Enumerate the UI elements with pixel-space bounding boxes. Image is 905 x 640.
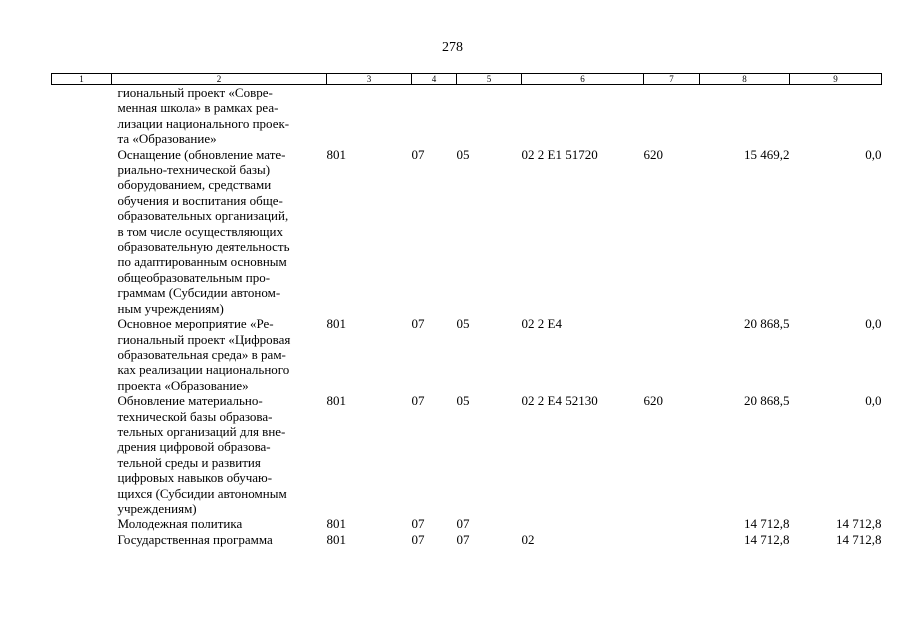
cell-target-article: 02 2 E4 52130 bbox=[521, 393, 598, 409]
name-line: Государственная программа bbox=[117, 531, 273, 547]
name-line: лизации национального проек- bbox=[117, 115, 290, 131]
table-row bbox=[52, 516, 882, 531]
name-line: по адаптированным основным bbox=[117, 254, 287, 270]
cell-target-article: 02 2 E1 51720 bbox=[521, 146, 598, 162]
name-line: дрения цифровой образова- bbox=[117, 439, 271, 455]
cell-subsection bbox=[457, 85, 522, 147]
cell-ministry-code: 801 bbox=[326, 393, 346, 409]
table-row bbox=[52, 316, 882, 393]
cell-name bbox=[112, 393, 327, 516]
cell-ministry-code: 801 bbox=[326, 516, 346, 532]
cell-amount-1: 15 469,2 bbox=[744, 146, 790, 162]
cell-amount-1: 14 712,8 bbox=[744, 516, 790, 532]
cell-target-article bbox=[522, 516, 644, 531]
cell-amount-2: 14 712,8 bbox=[836, 516, 882, 532]
cell-amount-1 bbox=[700, 85, 790, 147]
cell-name bbox=[112, 316, 327, 393]
cell-target-article: 02 bbox=[521, 531, 535, 547]
cell-name bbox=[112, 516, 327, 531]
table-header bbox=[52, 74, 882, 85]
cell-section: 07 bbox=[411, 516, 425, 532]
table-row bbox=[52, 393, 882, 516]
cell-subsection: 05 bbox=[456, 393, 470, 409]
name-line: общеобразовательным про- bbox=[117, 269, 271, 285]
cell-amount-1: 20 868,5 bbox=[744, 393, 790, 409]
column-header: 1 bbox=[52, 74, 112, 85]
cell-col1 bbox=[52, 532, 112, 547]
cell-amount-2: 0,0 bbox=[865, 393, 882, 409]
name-line: учреждениям) bbox=[117, 500, 197, 516]
name-line: оборудованием, средствами bbox=[117, 177, 272, 193]
cell-col1 bbox=[52, 85, 112, 147]
page-number: 278 bbox=[442, 40, 463, 55]
cell-section: 07 bbox=[411, 146, 425, 162]
cell-amount-2: 0,0 bbox=[865, 146, 882, 162]
cell-amount-2 bbox=[790, 85, 882, 147]
cell-ministry-code: 801 bbox=[326, 531, 346, 547]
name-line: образовательных организаций, bbox=[117, 208, 289, 224]
name-line: Молодежная политика bbox=[117, 516, 243, 532]
column-header: 3 bbox=[327, 74, 412, 85]
cell-section: 07 bbox=[411, 393, 425, 409]
cell-target-article bbox=[522, 85, 644, 147]
cell-amount-1: 20 868,5 bbox=[744, 316, 790, 332]
name-line: тельных организаций для вне- bbox=[117, 423, 286, 439]
column-header: 6 bbox=[522, 74, 644, 85]
name-line: Оснащение (обновление мате- bbox=[117, 146, 286, 162]
table-row bbox=[52, 147, 882, 316]
name-line: обучения и воспитания обще- bbox=[117, 192, 283, 208]
table-row bbox=[52, 532, 882, 547]
cell-expense-type bbox=[644, 516, 700, 531]
cell-subsection: 05 bbox=[456, 316, 470, 332]
cell-col1 bbox=[52, 316, 112, 393]
cell-subsection: 05 bbox=[456, 146, 470, 162]
name-line: граммам (Субсидии автоном- bbox=[117, 285, 281, 301]
budget-table bbox=[51, 73, 882, 547]
cell-name bbox=[112, 532, 327, 547]
column-header: 2 bbox=[112, 74, 327, 85]
cell-col1 bbox=[52, 393, 112, 516]
cell-section bbox=[412, 85, 457, 147]
cell-amount-2: 14 712,8 bbox=[836, 531, 882, 547]
cell-name bbox=[112, 85, 327, 147]
cell-expense-type bbox=[644, 532, 700, 547]
cell-expense-type bbox=[644, 316, 700, 393]
name-line: образовательную деятельность bbox=[117, 239, 290, 255]
name-line: менная школа» в рамках реа- bbox=[117, 100, 279, 116]
name-line: ным учреждениям) bbox=[117, 300, 224, 316]
name-line: риально-технической базы) bbox=[117, 162, 271, 178]
column-header: 4 bbox=[412, 74, 457, 85]
column-header: 8 bbox=[700, 74, 790, 85]
name-line: ках реализации национального bbox=[117, 362, 290, 378]
name-line: Основное мероприятие «Ре- bbox=[117, 316, 274, 332]
cell-ministry-code bbox=[327, 85, 412, 147]
column-header: 9 bbox=[790, 74, 882, 85]
cell-subsection: 07 bbox=[456, 516, 470, 532]
table-row bbox=[52, 85, 882, 147]
cell-subsection: 07 bbox=[456, 531, 470, 547]
header-row bbox=[52, 74, 882, 85]
name-line: технической базы образова- bbox=[117, 408, 273, 424]
cell-section: 07 bbox=[411, 531, 425, 547]
cell-ministry-code: 801 bbox=[326, 316, 346, 332]
cell-name bbox=[112, 147, 327, 316]
name-line: гиональный проект «Цифровая bbox=[117, 331, 291, 347]
name-line: в том числе осуществляющих bbox=[117, 223, 283, 239]
cell-section: 07 bbox=[411, 316, 425, 332]
name-line: щихся (Субсидии автономным bbox=[117, 485, 287, 501]
cell-ministry-code: 801 bbox=[326, 146, 346, 162]
name-line: гиональный проект «Совре- bbox=[117, 85, 273, 100]
name-line: проекта «Образование» bbox=[117, 377, 249, 393]
cell-col1 bbox=[52, 147, 112, 316]
name-line: Обновление материально- bbox=[117, 393, 263, 409]
column-header: 7 bbox=[644, 74, 700, 85]
column-header: 5 bbox=[457, 74, 522, 85]
name-line: тельной среды и развития bbox=[117, 454, 261, 470]
cell-expense-type bbox=[644, 85, 700, 147]
cell-target-article: 02 2 E4 bbox=[521, 316, 562, 332]
name-line: та «Образование» bbox=[117, 131, 217, 147]
cell-amount-2: 0,0 bbox=[865, 316, 882, 332]
cell-expense-type: 620 bbox=[643, 393, 663, 409]
cell-expense-type: 620 bbox=[643, 146, 663, 162]
name-line: образовательная среда» в рам- bbox=[117, 346, 286, 362]
name-line: цифровых навыков обучаю- bbox=[117, 470, 273, 486]
cell-col1 bbox=[52, 516, 112, 531]
cell-amount-1: 14 712,8 bbox=[744, 531, 790, 547]
table-body bbox=[52, 85, 882, 548]
